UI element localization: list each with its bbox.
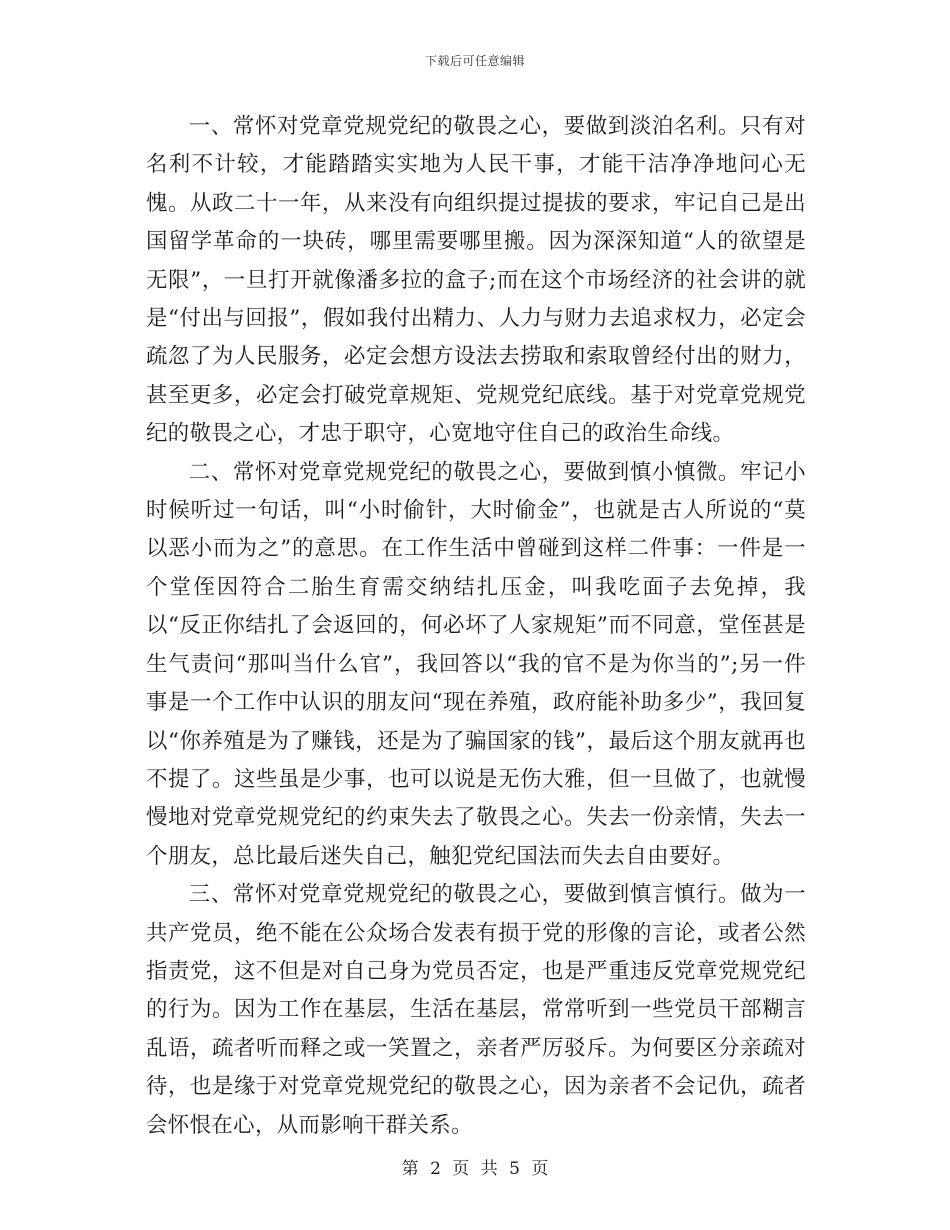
document-body (146, 108, 806, 1145)
page-header: 下载后可任意编辑 (424, 54, 525, 68)
paragraph-3: 三、常怀对党章党规党纪的敬畏之心，要做到慎言慎行。做为一共产党员，绝不能在公众场合发表有损于党的形像的言论，或者公然指责党，这不但是对自己身为党员否定，也是严重违反党章党规党纪的行为。因为工作在基层，生活在基层，常常听到一些党员干部糊言乱语，疏者听而释之或一笑置之，亲者严厉驳斥。为何要区分亲疏对待，也是缘于对党章党规党纪的敬畏之心，因为亲者不会记仇，疏者会怀恨在心，从而影响干群关系。 (146, 882, 806, 1138)
page-number-footer: 第 2 页 共 5 页 (401, 1159, 549, 1179)
paragraph-2: 二、常怀对党章党规党纪的敬畏之心，要做到慎小慎微。牢记小时候听过一句话，叫“小时偷针，大时偷金”，也就是古人所说的“莫以恶小而为之”的意思。在工作生活中曾碰到这样二件事：一件是一个堂侄因符合二胎生育需交纳结扎压金，叫我吃面子去免掉，我以“反正你结扎了会返回的，何必坏了人家规矩”而不同意，堂侄甚是生气责问“那叫当什么官”，我回答以“我的官不是为你当的”;另一件事是一个工作中认识的朋友问“现在养殖，政府能补助多少”，我回复以“你养殖是为了赚钱，还是为了骗国家的钱”，最后这个朋友就再也不提了。这些虽是少事，也可以说是无伤大雅，但一旦做了，也就慢慢地对党章党规党纪的约束失去了敬畏之心。失去一份亲情，失去一个朋友，总比最后迷失自己，触犯党纪国法而失去自由要好。 (146, 459, 806, 869)
paragraph-1: 一、常怀对党章党规党纪的敬畏之心，要做到淡泊名利。只有对名利不计较，才能踏踏实实地为人民干事，才能干洁净净地问心无愧。从政二十一年，从来没有向组织提过提拔的要求，牢记自己是出国留学革命的一块砖，哪里需要哪里搬。因为深深知道“人的欲望是无限”，一旦打开就像潘多拉的盒子;而在这个市场经济的社会讲的就是“付出与回报”，假如我付出精力、人力与财力去追求权力，必定会疏忽了为人民服务，必定会想方设法去捞取和索取曾经付出的财力，甚至更多，必定会打破党章规矩、党规党纪底线。基于对党章党规党纪的敬畏之心，才忠于职守，心宽地守住自己的政治生命线。 (146, 114, 806, 447)
